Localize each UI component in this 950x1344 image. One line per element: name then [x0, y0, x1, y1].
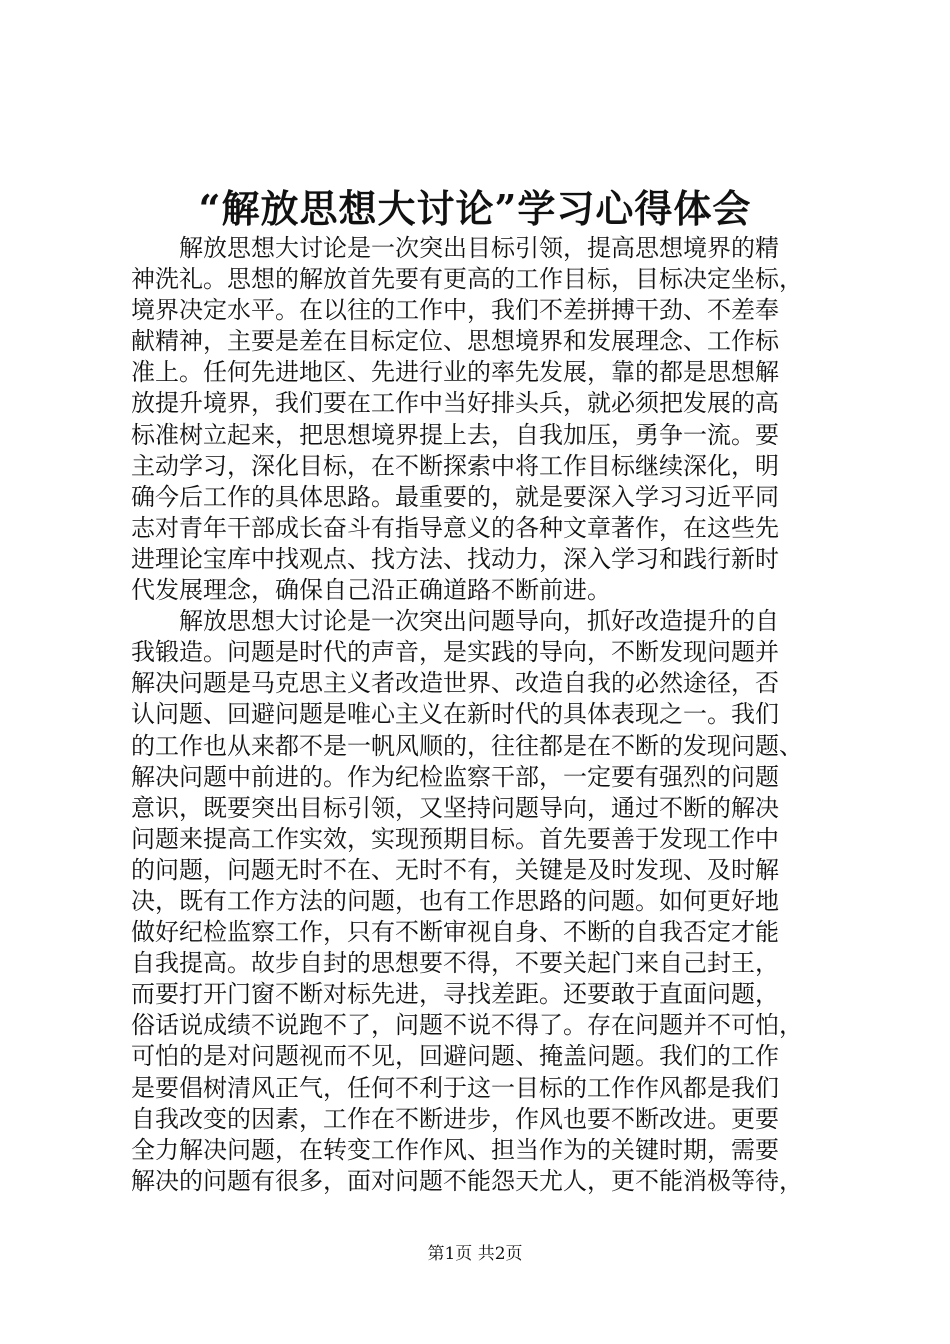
text-line: 全力解决问题，在转变工作作风、担当作为的关键时期，需要 [131, 1135, 779, 1164]
paragraph [131, 606, 831, 1197]
document-body [131, 233, 831, 1197]
text-line: 决，既有工作方法的问题，也有工作思路的问题。如何更好地 [131, 886, 779, 915]
text-line: 自我改变的因素，工作在不断进步，作风也要不断改进。更要 [131, 1104, 779, 1133]
text-line: 解决问题是马克思主义者改造世界、改造自我的必然途径，否 [131, 669, 779, 698]
text-line: 解放思想大讨论是一次突出目标引领，提高思想境界的精 [179, 234, 779, 262]
text-line: 境界决定水平。在以往的工作中，我们不差拼搏干劲、不差奉 [131, 296, 779, 325]
text-line: 标准树立起来，把思想境界提上去，自我加压，勇争一流。要 [131, 420, 779, 449]
paragraph [131, 233, 831, 606]
text-line: 可怕的是对问题视而不见，回避问题、掩盖问题。我们的工作 [131, 1042, 779, 1071]
text-line: 意识，既要突出目标引领，又坚持问题导向，通过不断的解决 [131, 793, 779, 822]
text-line: 俗话说成绩不说跑不了，问题不说不得了。存在问题并不可怕， [131, 1011, 803, 1040]
text-line: 自我提高。故步自封的思想要不得，不要关起门来自己封王， [131, 949, 779, 978]
text-line: 我锻造。问题是时代的声音，是实践的导向，不断发现问题并 [131, 638, 779, 667]
text-line: 代发展理念，确保自己沿正确道路不断前进。 [131, 576, 611, 605]
text-line: 认问题、回避问题是唯心主义在新时代的具体表现之一。我们 [131, 700, 779, 729]
text-line: 做好纪检监察工作，只有不断审视自身、不断的自我否定才能 [131, 918, 779, 947]
text-line: 确今后工作的具体思路。最重要的，就是要深入学习习近平同 [131, 482, 779, 511]
text-line: 献精神，主要是差在目标定位、思想境界和发展理念、工作标 [131, 327, 779, 356]
document-title: “解放思想大讨论”学习心得体会 [198, 186, 752, 231]
text-line: 解决问题中前进的。作为纪检监察干部，一定要有强烈的问题 [131, 762, 779, 791]
text-line: 神洗礼。思想的解放首先要有更高的工作目标，目标决定坐标， [131, 265, 803, 294]
text-line: 准上。任何先进地区、先进行业的率先发展，靠的都是思想解 [131, 358, 779, 387]
text-line: 解决的问题有很多，面对问题不能怨天尤人，更不能消极等待， [131, 1166, 803, 1195]
page-number-footer: 第1页 共2页 [427, 1244, 523, 1264]
text-line: 问题来提高工作实效，实现预期目标。首先要善于发现工作中 [131, 824, 779, 853]
text-line: 志对青年干部成长奋斗有指导意义的各种文章著作，在这些先 [131, 513, 779, 542]
text-line: 进理论宝库中找观点、找方法、找动力，深入学习和践行新时 [131, 544, 779, 573]
text-line: 放提升境界，我们要在工作中当好排头兵，就必须把发展的高 [131, 389, 779, 418]
text-line: 解放思想大讨论是一次突出问题导向，抓好改造提升的自 [179, 607, 779, 636]
text-line: 是要倡树清风正气，任何不利于这一目标的工作作风都是我们 [131, 1073, 779, 1102]
text-line: 而要打开门窗不断对标先进，寻找差距。还要敢于直面问题， [131, 980, 779, 1009]
text-line: 的问题，问题无时不在、无时不有，关键是及时发现、及时解 [131, 855, 779, 884]
text-line: 的工作也从来都不是一帆风顺的，往往都是在不断的发现问题、 [131, 731, 803, 760]
text-line: 主动学习，深化目标，在不断探索中将工作目标继续深化，明 [131, 451, 779, 480]
